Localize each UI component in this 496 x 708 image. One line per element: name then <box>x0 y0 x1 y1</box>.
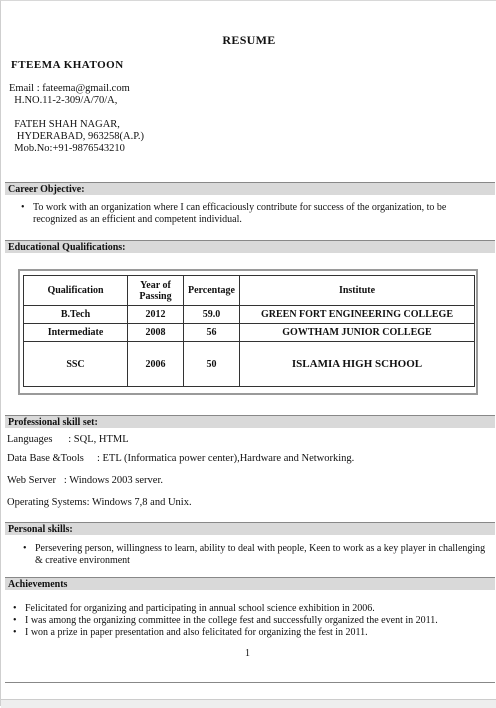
achievements-heading: Achievements <box>5 577 495 590</box>
cell-qualification: B.Tech <box>24 306 128 324</box>
cell-qualification: Intermediate <box>24 324 128 342</box>
header-percentage: Percentage <box>184 276 240 306</box>
skill-languages: Languages : SQL, HTML <box>7 434 129 445</box>
resume-title: RESUME <box>222 33 276 47</box>
list-item: • Felicitated for organizing and participating in annual school science exhibition in 2006. <box>11 603 495 615</box>
contact-email: Email : fateema@gmail.com <box>9 83 130 94</box>
education-heading: Educational Qualifications: <box>5 240 495 253</box>
page-divider <box>5 682 495 683</box>
cell-percentage: 56 <box>184 324 240 342</box>
cell-year: 2006 <box>128 342 184 387</box>
header-institute: Institute <box>240 276 475 306</box>
contact-block <box>9 83 144 155</box>
contact-mobile: Mob.No:+91-9876543210 <box>9 143 125 154</box>
table-header-row <box>24 276 475 306</box>
table-row <box>24 324 475 342</box>
cell-institute: GREEN FORT ENGINEERING COLLEGE <box>240 306 475 324</box>
header-qualification: Qualification <box>24 276 128 306</box>
page-bottom-edge <box>1 699 496 708</box>
list-item: • I won a prize in paper presentation and also felicitated for organizing the fest in 2011. <box>11 627 495 639</box>
career-objective-list <box>19 202 491 226</box>
header-year: Year of Passing <box>128 276 184 306</box>
education-table <box>23 275 475 387</box>
education-table-frame <box>18 269 478 395</box>
skill-operating-systems: Operating Systems: Windows 7,8 and Unix. <box>7 497 192 508</box>
contact-area: FATEH SHAH NAGAR, <box>9 119 120 130</box>
contact-house-no: H.NO.11-2-309/A/70/A, <box>9 95 118 106</box>
list-item: • I was among the organizing committee in the college fest and successfully organized the event in 2011. <box>11 615 495 627</box>
contact-city: HYDERABAD, 963258(A.P.) <box>9 131 145 142</box>
cell-qualification: SSC <box>24 342 128 387</box>
cell-institute: ISLAMIA HIGH SCHOOL <box>240 342 475 387</box>
skill-web-server: Web Server : Windows 2003 server. <box>7 475 164 486</box>
list-item: • Persevering person, willingness to learn, ability to deal with people, Keen to work as a key player in challenging & creative environment <box>21 543 491 567</box>
career-objective-heading: Career Objective: <box>5 182 495 195</box>
personal-skills-list <box>21 543 491 567</box>
skill-database-tools: Data Base &Tools : ETL (Informatica power center),Hardware and Networking. <box>7 453 355 464</box>
contact-spacer <box>9 107 144 119</box>
personal-skills-heading: Personal skills: <box>5 522 495 535</box>
cell-percentage: 59.0 <box>184 306 240 324</box>
professional-skills-heading: Professional skill set: <box>5 415 495 428</box>
table-row <box>24 306 475 324</box>
table-row <box>24 342 475 387</box>
page-number: 1 <box>245 648 250 659</box>
cell-institute: GOWTHAM JUNIOR COLLEGE <box>240 324 475 342</box>
candidate-name: FTEEMA KHATOON <box>11 59 124 71</box>
cell-percentage: 50 <box>184 342 240 387</box>
achievements-list <box>11 603 495 639</box>
cell-year: 2012 <box>128 306 184 324</box>
list-item: • To work with an organization where I can efficaciously contribute for success of the organization, to be recognized as an efficient and competent individual. <box>19 202 491 226</box>
cell-year: 2008 <box>128 324 184 342</box>
